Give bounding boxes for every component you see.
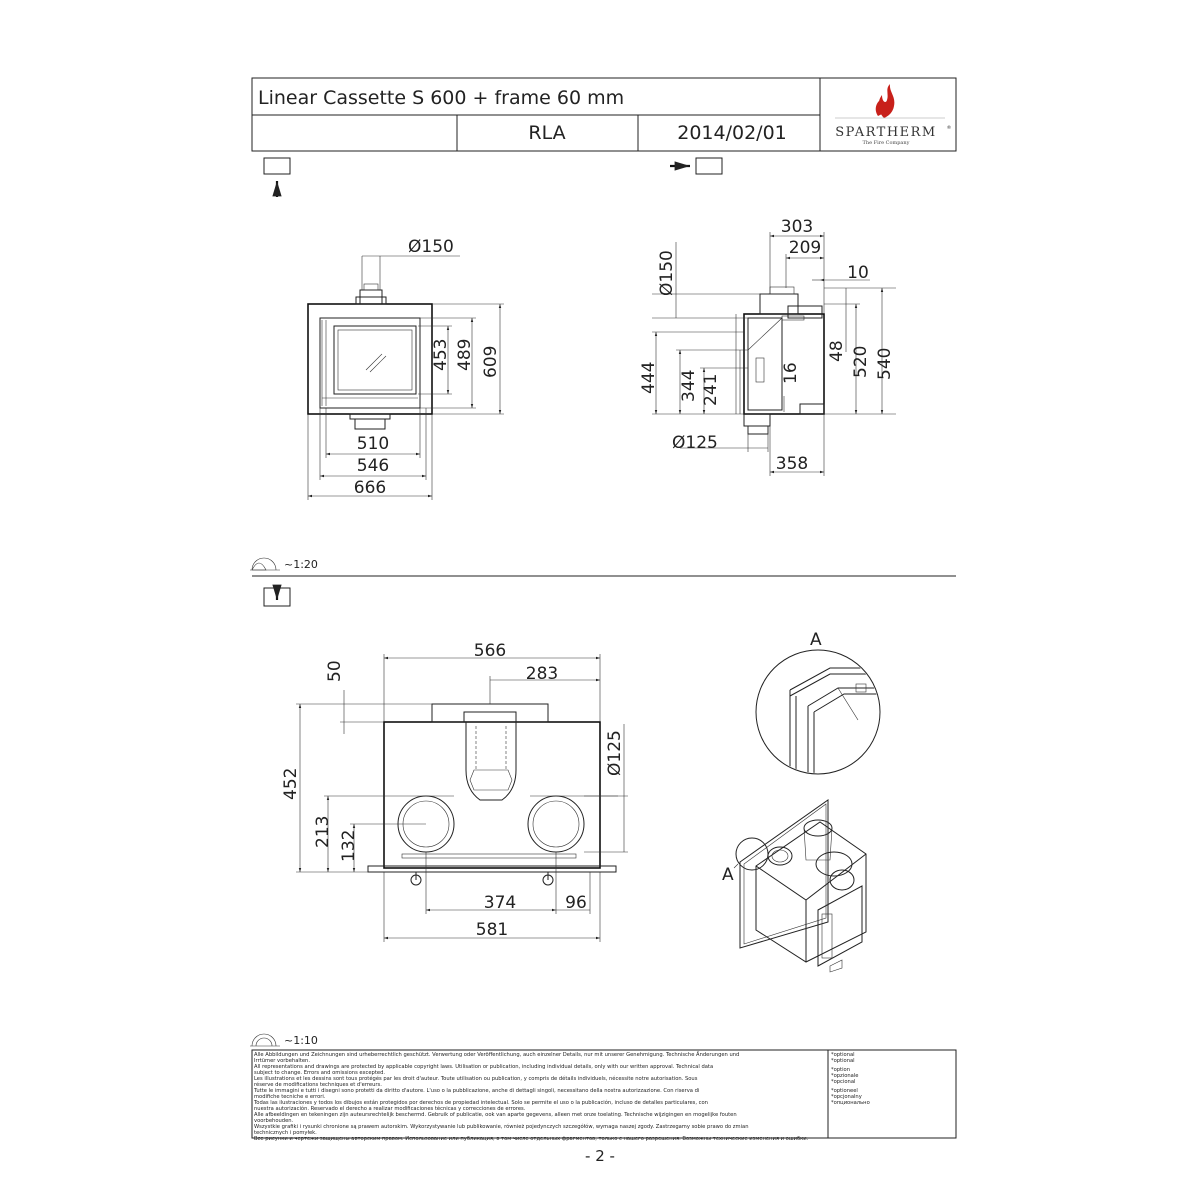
- top-depth-452: 452: [281, 767, 301, 800]
- top-depth-213: 213: [313, 815, 333, 848]
- side-height-540: 540: [875, 347, 895, 380]
- side-height-444: 444: [639, 361, 659, 394]
- isometric-view: [722, 800, 866, 972]
- spartherm-logo: [835, 84, 952, 146]
- side-view-symbol-icon: [670, 158, 722, 174]
- optional-label: *opcional: [831, 1079, 856, 1085]
- optional-labels: [831, 1052, 870, 1106]
- side-height-48: 48: [827, 340, 847, 362]
- disclaimer-line: All representations and drawings are protected by applicable copyright laws. Utilisation or publication, including individual details, only with our written approval. Technical data: [254, 1064, 714, 1070]
- side-depth-358: 358: [775, 454, 809, 474]
- drawn-by: RLA: [528, 122, 566, 144]
- title-block: [252, 78, 956, 151]
- top-depth-132: 132: [339, 829, 359, 862]
- product-title: Linear Cassette S 600 + frame 60 mm: [258, 87, 625, 109]
- front-flue-diameter: Ø150: [408, 237, 454, 257]
- side-dim-16: 16: [781, 362, 801, 384]
- scale-indicator-lower: [250, 1034, 318, 1047]
- side-view: [639, 217, 896, 476]
- disclaimer-line: Alle afbeeldingen en tekeningen zijn auteursrechtelijk beschermd. Gebruik of publicatie, ook van aparte gegevens, alleen met onze toelating. Technische wijzigingen en mogelijke fouten: [254, 1112, 737, 1118]
- front-width-510: 510: [356, 434, 390, 454]
- top-width-566: 566: [473, 641, 507, 661]
- side-depth-303: 303: [780, 217, 814, 237]
- front-height-489: 489: [455, 338, 475, 371]
- disclaimer-line: Alle Abbildungen und Zeichnungen sind urheberrechtlich geschützt. Verwertung oder Veröffentlichung, auch einzelner Details, nur mit unserer Genehmigung. Technische Änderungen und: [254, 1052, 740, 1058]
- side-air-diameter: Ø125: [672, 433, 718, 453]
- disclaimer-line: subject to change. Errors and omissions excepted.: [254, 1070, 386, 1076]
- disclaimer-line: nuestra autorización. Reservado el derecho a realizar modificaciones técnicas y correcciones de errores.: [254, 1106, 526, 1112]
- disclaimer-line: Tutte le immagini e tutti i disegni sono protetti da diritto d'autore. L'uso o la pubblicazione, anche di dettagli singoli, necessitano della nostra autorizzazione. Con riserva di: [254, 1088, 700, 1094]
- top-view-symbol-icon: [264, 586, 290, 606]
- top-view: [281, 641, 628, 942]
- side-offset-10: 10: [847, 263, 869, 283]
- brand-tagline: The Fire Company: [862, 140, 910, 146]
- optional-label: *opzionale: [831, 1073, 859, 1079]
- optional-label: *optional: [831, 1058, 855, 1064]
- disclaimer-line: technicznych i pomyłek.: [254, 1130, 317, 1136]
- side-depth-209: 209: [788, 238, 822, 258]
- side-height-520: 520: [851, 345, 871, 378]
- top-air-diameter: Ø125: [605, 730, 625, 776]
- top-depth-50: 50: [325, 660, 345, 682]
- disclaimer-line: Irrtümer vorbehalten.: [254, 1058, 310, 1064]
- front-view-symbol-icon: [264, 158, 290, 197]
- detail-a-label-top: A: [810, 630, 822, 650]
- scale-indicator-upper: [250, 558, 318, 571]
- top-spacing-374: 374: [483, 893, 517, 913]
- disclaimer-line: voorbehouden.: [254, 1118, 294, 1124]
- side-flue-diameter: Ø150: [657, 250, 677, 296]
- page-number: - 2 -: [585, 1147, 615, 1165]
- top-width-581: 581: [475, 920, 509, 940]
- side-height-344: 344: [679, 369, 699, 402]
- detail-a-label-iso: A: [722, 865, 734, 885]
- disclaimer-line: Wszystkie grafiki i rysunki chronione są prawem autorskim. Wykorzystywanie lub publikowanie, również pojedynczych szczegółów, wymaga naszej zgody. Zastrzegamy sobie prawo do zmian: [254, 1124, 749, 1130]
- disclaimer-box: [252, 1050, 956, 1142]
- front-width-546: 546: [356, 456, 390, 476]
- optional-label: *opcjonalny: [831, 1094, 862, 1100]
- disclaimer-line: Все рисунки и чертежи защищены авторским правом. Использование или публикация, в том числе отдельных фрагментов, только с нашего разрешения. Возможны технические изменения и ошибки.: [254, 1136, 809, 1142]
- disclaimer-line: Todas las ilustraciones y todos los dibujos están protegidos por derechos de propiedad intelectual. Solo se permite el uso o la publicación, incluso de detalles particulares, con: [254, 1100, 708, 1106]
- side-height-241: 241: [701, 373, 721, 406]
- front-width-666: 666: [353, 478, 387, 498]
- front-height-453: 453: [431, 338, 451, 371]
- front-view: [308, 237, 504, 500]
- detail-a-circle: [756, 630, 880, 790]
- disclaimer-line: modifiche tecniche e errori.: [254, 1094, 326, 1100]
- brand-name: SPARTHERM: [835, 125, 937, 140]
- optional-label: *option: [831, 1067, 850, 1073]
- optional-label: *опционально: [831, 1100, 870, 1106]
- top-half-283: 283: [525, 664, 559, 684]
- scale-upper-label: ~1:20: [284, 558, 318, 571]
- front-height-609: 609: [481, 345, 501, 378]
- drawing-date: 2014/02/01: [677, 122, 787, 144]
- scale-lower-label: ~1:10: [284, 1034, 318, 1047]
- brand-registered: ®: [946, 125, 952, 131]
- disclaimer-line: Les illustrations et les dessins sont tous protégés par les droit d'auteur. Toute utilisation ou publication, y compris de détails individuels, nécessite notre autorisation. Sous: [254, 1076, 698, 1082]
- top-offset-96: 96: [565, 893, 587, 913]
- optional-label: *optional: [831, 1052, 855, 1058]
- disclaimer-line: réserve de modifications techniques et d'erreurs.: [254, 1082, 382, 1088]
- disclaimer-text: [253, 1051, 809, 1142]
- optional-label: *optioneel: [831, 1088, 858, 1094]
